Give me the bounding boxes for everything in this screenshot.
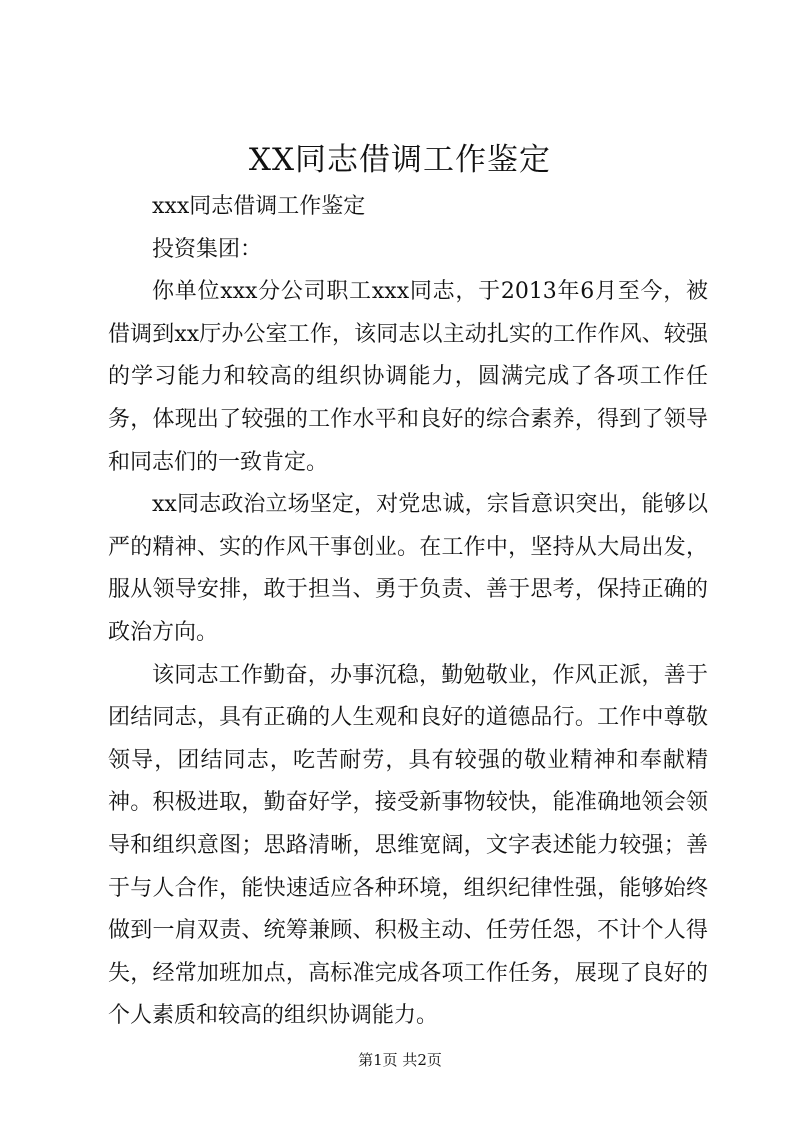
document-title: XX同志借调工作鉴定 (248, 142, 552, 178)
body-paragraph: 你单位xxx分公司职工xxx同志，于2013年6月至今，被借调到xx厅办公室工作，该同志以主动扎实的工作作风、较强的学习能力和较高的组织协调能力，圆满完成了各项工作任务，体现出了较强的工作水平和良好的综合素养，得到了领导和同志们的一致肯定。 (108, 279, 708, 475)
addressee-paragraph: 投资集团： (152, 236, 263, 262)
page-number-footer: 第1页 共2页 (358, 1051, 442, 1069)
subtitle-paragraph: xxx同志借调工作鉴定 (152, 194, 366, 219)
document-body (108, 186, 708, 1038)
body-paragraph: xx同志政治立场坚定，对党忠诚，宗旨意识突出，能够以严的精神、实的作风干事创业。在工作中，坚持从大局出发，服从领导安排，敢于担当、勇于负责、善于思考，保持正确的政治方向。 (108, 492, 708, 645)
body-paragraph: 该同志工作勤奋，办事沉稳，勤勉敬业，作风正派，善于团结同志，具有正确的人生观和良好的道德品行。工作中尊敬领导，团结同志，吃苦耐劳，具有较强的敬业精神和奉献精神。积极进取，勤奋好学，接受新事物较快，能准确地领会领导和组织意图；思路清晰，思维宽阔，文字表述能力较强；善于与人合作，能快速适应各种环境，组织纪律性强，能够始终做到一肩双责、统筹兼顾、积极主动、任劳任怨，不计个人得失，经常加班加点，高标准完成各项工作任务，展现了良好的个人素质和较高的组织协调能力。 (108, 662, 708, 1029)
